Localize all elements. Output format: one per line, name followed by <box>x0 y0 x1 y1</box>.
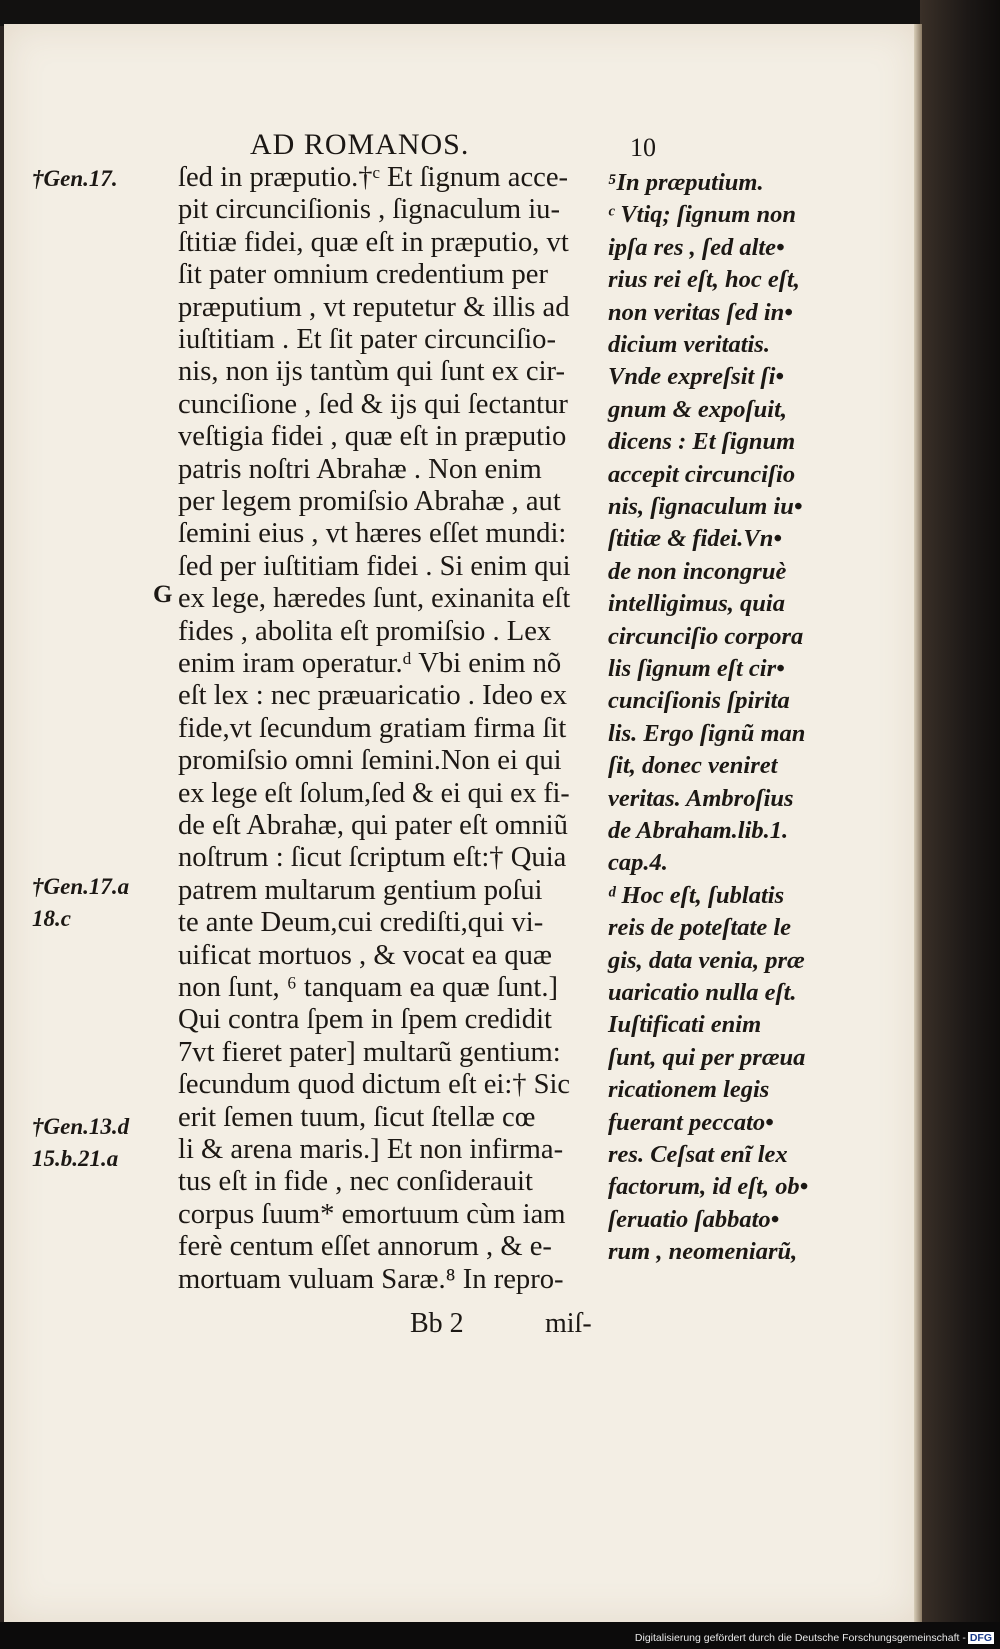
credit-text: Digitalisierung gefördert durch die Deutsche Forschungsgemeinschaft - <box>634 1632 966 1644</box>
gloss-line: rum , neomeniarũ, <box>608 1238 798 1266</box>
main-text-line: ſtitiæ fidei, quæ eſt in præputio, vt <box>178 226 569 258</box>
main-text-line: ſed per iuſtitiam fidei . Si enim qui <box>178 550 571 582</box>
main-text-line: uificat mortuos , & vocat ea quæ <box>178 939 553 971</box>
main-text-line: promiſsio omni ſemini.Non ei qui <box>178 745 562 777</box>
gloss-line: cap.4. <box>608 849 668 877</box>
catchword: miſ- <box>545 1308 592 1339</box>
scan-right-border <box>920 0 1000 1649</box>
running-head: AD ROMANOS. <box>250 128 470 161</box>
main-text-line: noſtrum : ſicut ſcriptum eſt:† Quia <box>178 842 567 874</box>
gloss-line: gis, data venia, præ <box>608 946 805 974</box>
scan-top-border <box>0 0 1000 26</box>
main-text-line: cunciſione , ſed & ijs qui ſectantur <box>178 388 568 420</box>
margin-reference: 15.b.21.a <box>32 1146 119 1171</box>
main-text-line: eſt lex : nec præuaricatio . Ideo ex <box>178 680 568 712</box>
gloss-line: Iuſtificati enim <box>608 1011 762 1039</box>
gloss-line: de Abraham.lib.1. <box>608 817 789 844</box>
gloss-line: Vnde expreſsit ſi• <box>608 363 784 391</box>
main-text-line: Qui contra ſpem in ſpem credidit <box>178 1004 552 1036</box>
gloss-line: gnum & expoſuit, <box>608 395 788 423</box>
gloss-line: rius rei eſt, hoc eſt, <box>608 266 800 294</box>
digitization-credit <box>635 1632 994 1644</box>
gloss-line: uaricatio nulla eſt. <box>608 979 797 1006</box>
gloss-line: ſunt, qui per præua <box>608 1043 806 1071</box>
main-text-line: fides , abolita eſt promiſsio . Lex <box>178 615 552 647</box>
gloss-line: ſtitiæ & fidei.Vn• <box>608 525 782 553</box>
gloss-line: lis ſignum eſt cir• <box>608 655 785 682</box>
margin-reference: †Gen.13.d <box>32 1114 130 1139</box>
main-text-line: enim iram operatur.ᵈ Vbi enim nõ <box>178 648 562 679</box>
main-text-line: non ſunt, ⁶ tanquam ea quæ ſunt.] <box>178 972 559 1003</box>
gloss-line: reis de poteſtate le <box>608 914 792 942</box>
gloss-line: ipſa res , ſed alte• <box>608 233 785 261</box>
main-text-line: 7vt fieret pater] multarũ gentium: <box>178 1036 561 1068</box>
gloss-line: circunciſio corpora <box>608 622 804 650</box>
main-text-line: ex lege eſt ſolum,ſed & ei qui ex fi- <box>178 777 570 809</box>
gloss-line: ᶜ Vtiq; ſignum non <box>608 201 796 229</box>
gloss-line: accepit circunciſio <box>608 460 796 488</box>
gloss-line: ricationem legis <box>608 1076 770 1104</box>
section-letter: G <box>153 581 173 608</box>
margin-reference: 18.c <box>32 906 71 931</box>
gloss-line: ſeruatio ſabbato• <box>608 1205 780 1233</box>
gloss-line: dicium veritatis. <box>608 331 770 358</box>
gloss-line: nis, ſignaculum iu• <box>608 493 803 520</box>
gloss-line: ⁵In præputium. <box>608 169 764 196</box>
main-text-line: ſed in præputio.†ᶜ Et ſignum acce- <box>178 162 569 193</box>
main-text-line: li & arena maris.] Et non infirma- <box>178 1134 564 1165</box>
main-text-line: ferè centum eſſet annorum , & e- <box>178 1231 552 1263</box>
main-text-line: erit ſemen tuum, ſicut ſtellæ cœ <box>178 1101 536 1133</box>
signature-mark: Bb 2 <box>410 1308 464 1339</box>
main-text-line: fide,vt ſecundum gratiam firma ſit <box>178 712 567 744</box>
gloss-line: res. Ceſsat enĩ lex <box>608 1141 788 1168</box>
dfg-logo: DFG <box>969 1632 992 1644</box>
gloss-line: ſit, donec veniret <box>608 752 778 780</box>
main-text-line: veſtigia fidei , quæ eſt in præputio <box>178 421 567 453</box>
gloss-line: dicens : Et ſignum <box>608 428 796 456</box>
gloss-line: fuerant peccato• <box>608 1108 774 1136</box>
page-number: 10 <box>630 133 656 162</box>
main-text-line: iuſtitiam . Et ſit pater circunciſio- <box>178 324 556 355</box>
main-text-line: corpus ſuum* emortuum cùm iam <box>178 1198 566 1230</box>
main-text-line: per legem promiſsio Abrahæ , aut <box>178 486 561 517</box>
gloss-line: intelligimus, quia <box>608 590 785 618</box>
gloss-line: de non incongruè <box>608 557 787 585</box>
main-text-line: præputium , vt reputetur & illis ad <box>178 291 570 323</box>
margin-reference: †Gen.17. <box>32 166 118 191</box>
main-text-line: ex lege, hæredes ſunt, exinanita eſt <box>178 583 571 615</box>
page-edge <box>914 24 922 1622</box>
gloss-line: lis. Ergo ſignũ man <box>608 719 806 747</box>
main-text-line: nis, non ijs tantùm qui ſunt ex cir- <box>178 356 565 388</box>
gloss-line: ᵈ Hoc eſt, ſublatis <box>608 881 785 909</box>
main-text-line: ſecundum quod dictum eſt ei:† Sic <box>178 1069 571 1101</box>
gloss-line: non veritas ſed in• <box>608 298 793 326</box>
main-text-line: patris noſtri Abrahæ . Non enim <box>178 453 542 485</box>
gloss-line: veritas. Ambroſius <box>608 784 794 812</box>
main-text-line: pit circunciſionis , ſignaculum iu- <box>178 194 560 226</box>
main-text-line: patrem multarum gentium poſui <box>178 874 543 906</box>
main-text-line: tus eſt in fide , nec conſiderauit <box>178 1166 533 1198</box>
margin-reference: †Gen.17.a <box>32 874 130 899</box>
main-text-line: ſemini eius , vt hæres eſſet mundi: <box>178 518 567 550</box>
gloss-line: factorum, id eſt, ob• <box>608 1173 809 1201</box>
gloss-line: cunciſionis ſpirita <box>608 687 790 715</box>
main-text-line: te ante Deum,cui crediſti,qui vi- <box>178 907 544 939</box>
main-text-line: ſit pater omnium credentium per <box>178 259 549 291</box>
main-text-line: mortuam vuluam Saræ.⁸ In repro- <box>178 1263 564 1295</box>
main-text-line: de eſt Abrahæ, qui pater eſt omniũ <box>178 810 568 841</box>
